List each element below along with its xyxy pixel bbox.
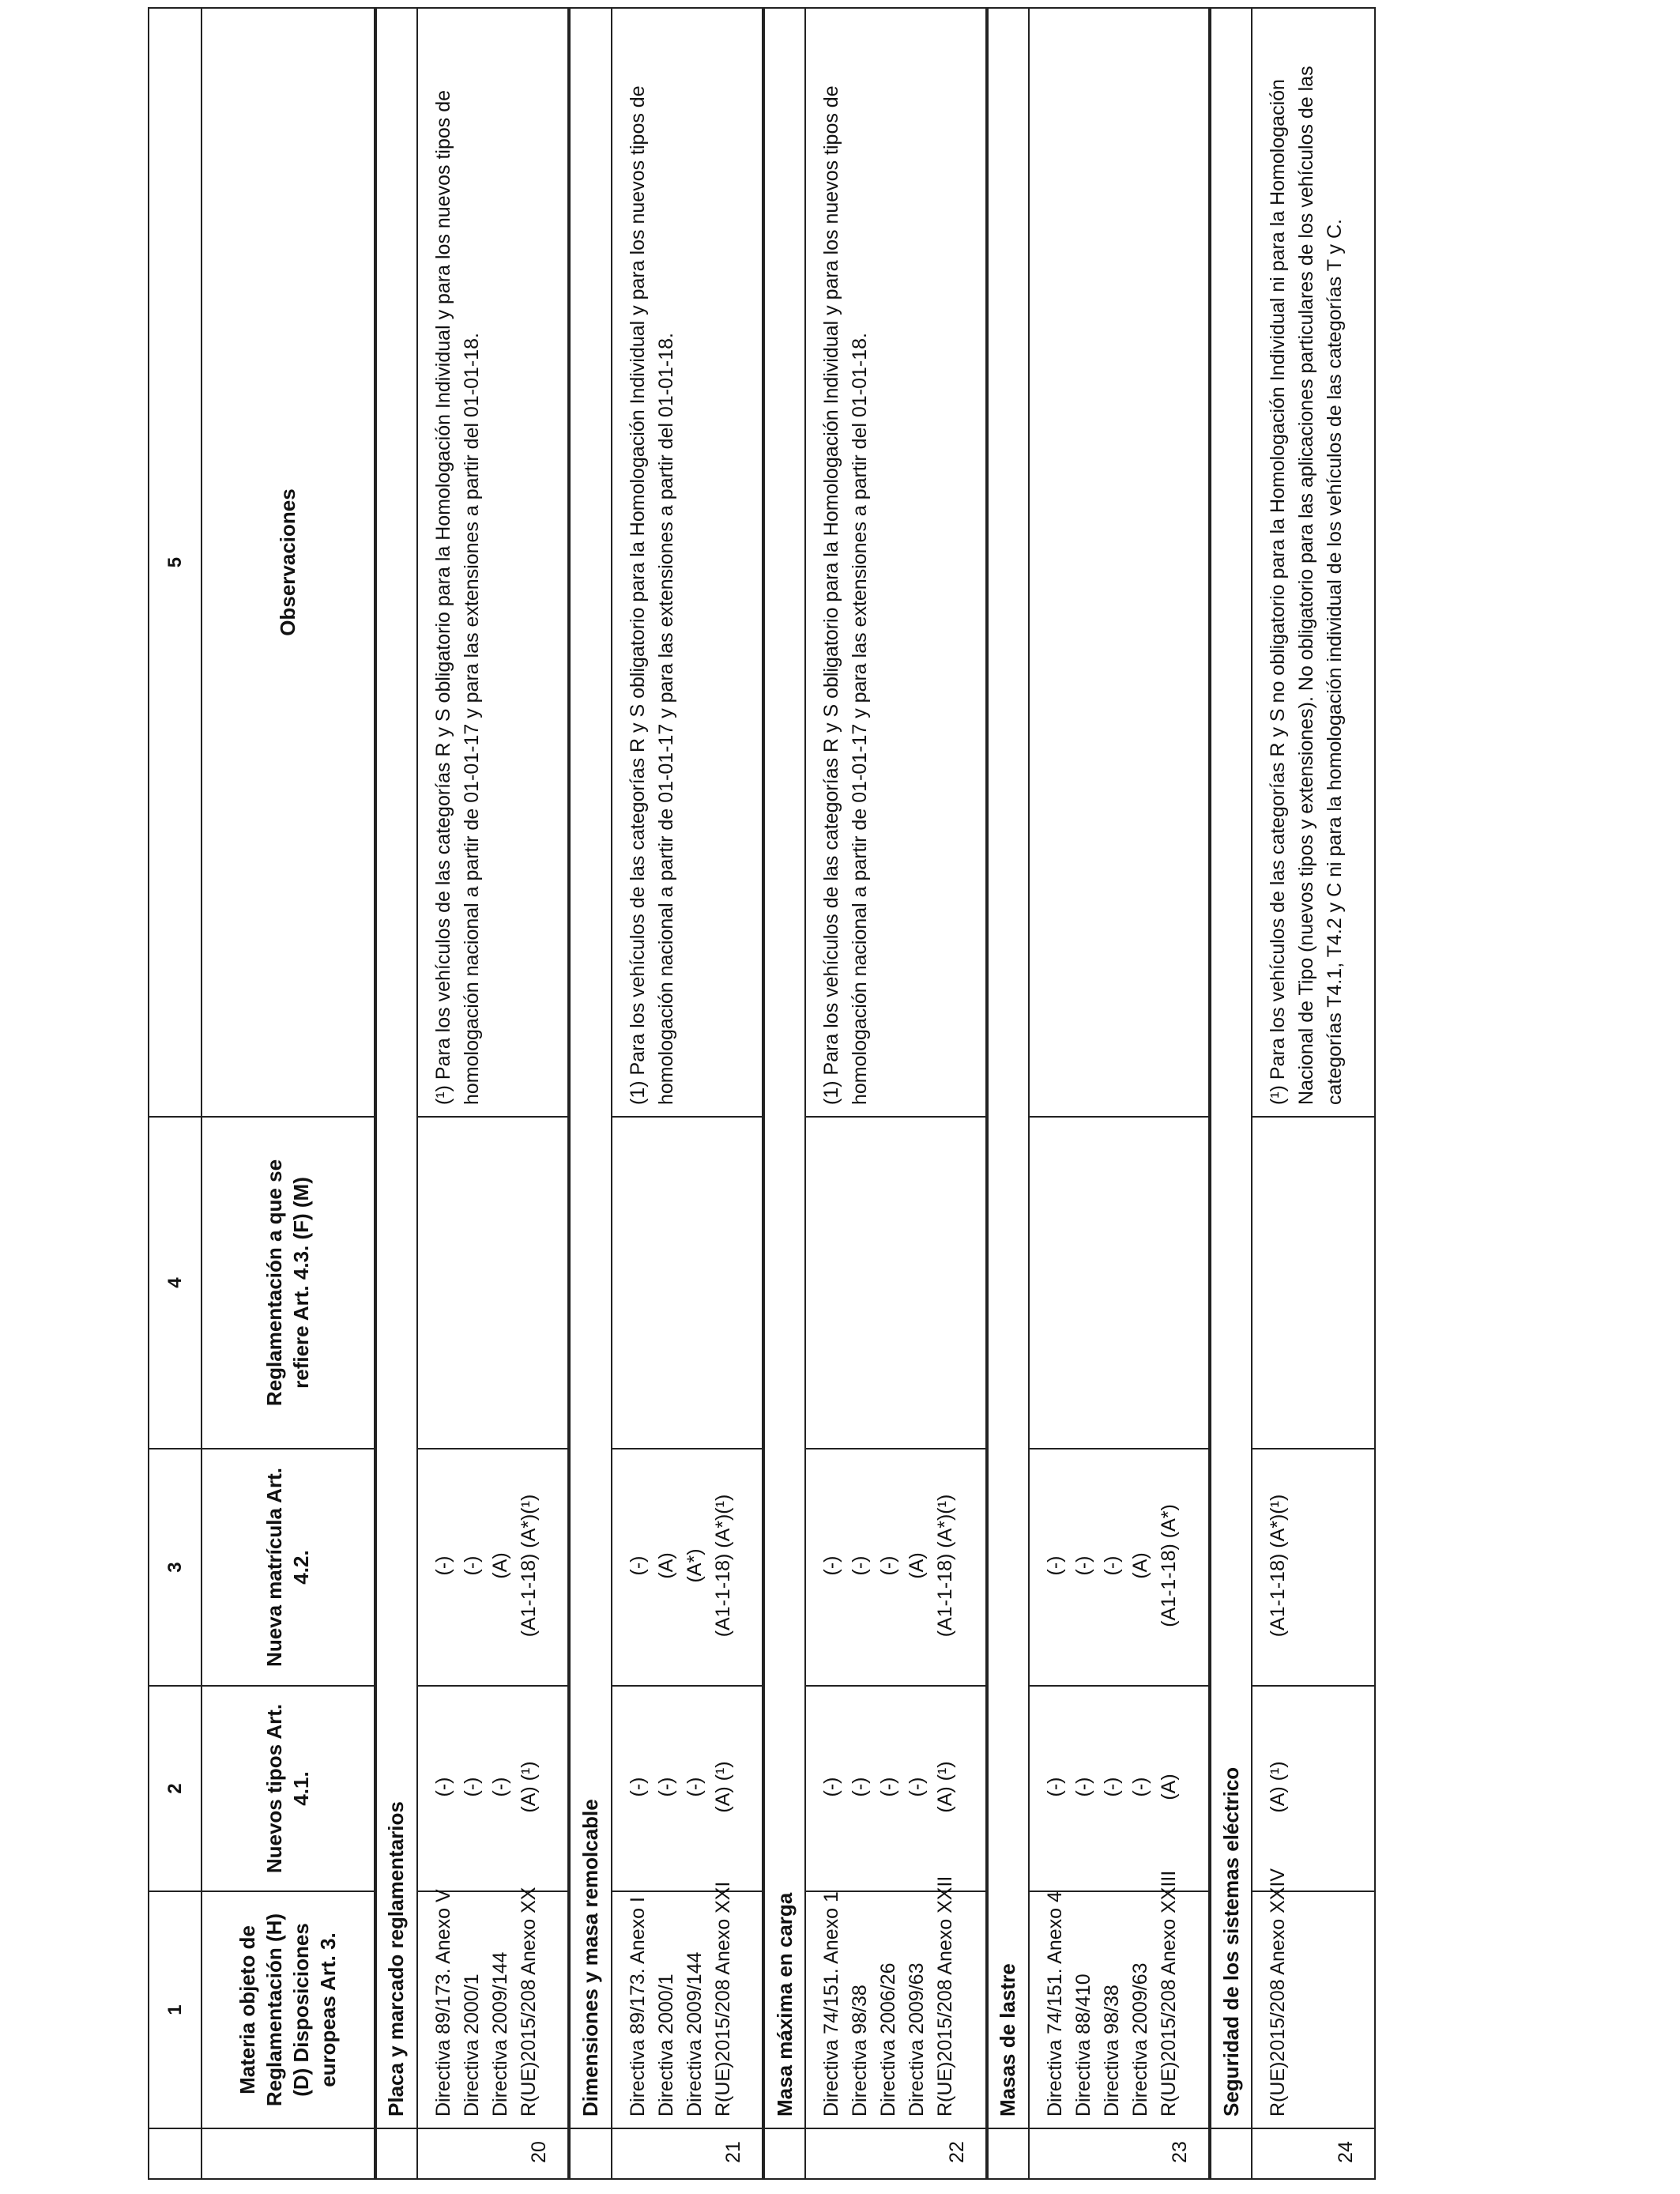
new-registration-cell-line: (A) [1128,1552,1151,1579]
header-reglamentacion: Reglamentación a que se refiere Art. 4.3. (F) (M) [202,1117,375,1449]
new-registration-cell-line: (-) [1043,1555,1066,1576]
section-title-row [1210,8,1252,2179]
regulation-table-sheet [148,9,1376,2180]
section-number-spacer [569,2128,611,2179]
directives-cell-line: Directiva 88/410 [1072,1973,1094,2117]
new-types-cell-line: (-) [460,1777,483,1797]
section-title: Masas de lastre [987,8,1029,2128]
new-types-cell-line: (-) [431,1777,454,1797]
directives-cell-line: Directiva 2009/144 [488,1951,511,2117]
directives-cell-line: Directiva 2009/63 [1128,1962,1151,2117]
new-registration-cell-line: (-) [1100,1555,1123,1576]
header-materia: Materia objeto de Reglamentación (H) (D) Disposiciones europeas Art. 3. [202,1891,375,2128]
regulation-table [148,7,1376,2180]
directives-cell-line: Directiva 98/38 [849,1985,872,2117]
section-title-row [987,8,1029,2179]
row-number: 22 [805,2128,986,2179]
new-types-cell-line: (-) [1072,1777,1094,1797]
new-registration-cell-line: (-) [460,1555,483,1576]
new-registration-cell-line: (-) [877,1555,900,1576]
column-number-row [149,8,202,2179]
directives-cell [805,1875,986,2128]
new-registration-cell-line: (-) [849,1555,872,1576]
new-registration-cell [612,1449,764,1686]
directives-cell-line: Directiva 2006/26 [877,1962,900,2117]
section-title: Masa máxima en carga [763,8,805,2128]
directives-cell-line: R(UE)2015/208 Anexo XXIII [1157,1870,1180,2117]
observations-cell [1029,8,1210,1117]
corner-cell [149,2128,202,2179]
regulation-ref-cell [417,1117,570,1449]
new-types-cell [417,1686,570,1891]
new-types-cell-line: (-) [877,1777,900,1797]
directives-cell-line: Directiva 2009/63 [906,1962,929,2117]
new-registration-cell-line: (A) [488,1552,511,1579]
directives-cell [1029,1870,1210,2128]
directives-cell-line: Directiva 98/38 [1100,1985,1123,2117]
section-title: Seguridad de los sistemas eléctrico [1210,8,1252,2128]
directives-cell [612,1881,764,2128]
directives-cell-line: R(UE)2015/208 Anexo XXII [934,1875,957,2117]
section-number-spacer [987,2128,1029,2179]
new-registration-cell-line: (A1-1-18) (A*)(¹) [517,1494,540,1638]
section-title: Placa y marcado reglamentarios [375,8,417,2128]
column-number-5: 5 [149,8,202,1117]
new-registration-cell [805,1449,986,1686]
row-number: 23 [1029,2128,1210,2179]
new-types-cell-line: (-) [626,1777,649,1797]
table-row [1252,8,1375,2179]
new-registration-cell-line: (-) [820,1555,843,1576]
row-number: 20 [417,2128,570,2179]
new-registration-cell-line: (A1-1-18) (A*)(¹) [711,1494,734,1638]
directives-cell-line: Directiva 74/151. Anexo 4 [1043,1891,1066,2117]
column-number-2: 2 [149,1686,202,1891]
new-registration-cell-line: (A1-1-18) (A*)(¹) [1267,1494,1290,1638]
new-types-cell-line: (-) [488,1777,511,1797]
new-registration-cell-line: (-) [431,1555,454,1576]
new-types-cell-line: (-) [1100,1777,1123,1797]
regulation-ref-cell [612,1117,764,1449]
directives-cell [1252,1868,1375,2128]
new-types-cell-line: (A) (¹) [517,1761,540,1813]
header-nueva-matricula: Nueva matrícula Art. 4.2. [202,1449,375,1686]
table-row [417,8,570,2179]
section-number-spacer [375,2128,417,2179]
new-types-cell-line: (-) [654,1777,677,1797]
directives-cell-line: Directiva 2000/1 [654,1973,677,2117]
directives-cell-line: Directiva 89/173. Anexo V [431,1889,454,2117]
new-registration-cell-line: (-) [1072,1555,1094,1576]
section-title-row [763,8,805,2179]
new-registration-cell [1252,1449,1375,1686]
new-types-cell-line: (-) [683,1777,706,1797]
row-number: 21 [612,2128,764,2179]
table-row [805,8,986,2179]
new-types-cell-line: (-) [849,1777,872,1797]
new-types-cell-line: (A) [1157,1774,1180,1800]
directives-cell-line: Directiva 89/173. Anexo I [626,1897,649,2117]
observations-cell: (1) Para los vehículos de las categorías R y S obligatorio para la Homologación Individual y para los nuevos tipos de homologación nacional a partir de 01-01-17 y para las extensiones a partir del 01-01-18. [805,8,986,1117]
observations-cell: (1) Para los vehículos de las categorías R y S obligatorio para la Homologación Individual y para los nuevos tipos de homologación nacional a partir de 01-01-17 y para las extensiones a partir del 01-01-18. [612,8,764,1117]
column-number-3: 3 [149,1449,202,1686]
header-observaciones: Observaciones [202,8,375,1117]
new-types-cell-line: (A) (¹) [1267,1761,1290,1813]
section-number-spacer [763,2128,805,2179]
new-types-cell-line: (A) (¹) [711,1761,734,1813]
regulation-ref-cell [805,1117,986,1449]
directives-cell-line: Directiva 74/151. Anexo 1 [820,1891,843,2117]
header-corner-cell [202,2128,375,2179]
new-registration-cell-line: (A1-1-18) (A*) [1157,1504,1180,1627]
new-types-cell [612,1686,764,1891]
table-row [1029,8,1210,2179]
section-title-row [375,8,417,2179]
new-registration-cell [1029,1449,1210,1686]
directives-cell [417,1887,570,2128]
new-types-cell-line: (A) (¹) [934,1761,957,1813]
section-title: Dimensiones y masa remolcable [569,8,611,2128]
new-registration-cell-line: (A) [906,1552,929,1579]
new-types-cell [805,1686,986,1891]
regulation-ref-cell [1252,1117,1375,1449]
table-row [612,8,764,2179]
new-registration-cell [417,1449,570,1686]
section-number-spacer [1210,2128,1252,2179]
new-types-cell [1029,1686,1210,1891]
new-types-cell-line: (-) [1128,1777,1151,1797]
new-registration-cell-line: (A*) [683,1548,706,1583]
directives-cell-line: R(UE)2015/208 Anexo XXI [711,1881,734,2117]
header-row [202,8,375,2179]
directives-cell-line: R(UE)2015/208 Anexo XXIV [1267,1868,1290,2117]
new-types-cell-line: (-) [906,1777,929,1797]
new-registration-cell-line: (A1-1-18) (A*)(¹) [934,1494,957,1638]
new-types-cell-line: (-) [820,1777,843,1797]
section-title-row [569,8,611,2179]
column-number-1: 1 [149,1891,202,2128]
row-number: 24 [1252,2128,1375,2179]
column-number-4: 4 [149,1117,202,1449]
new-types-cell [1252,1686,1375,1891]
new-registration-cell-line: (-) [626,1555,649,1576]
new-registration-cell-line: (A) [654,1552,677,1579]
header-nuevos-tipos: Nuevos tipos Art. 4.1. [202,1686,375,1891]
new-types-cell-line: (-) [1043,1777,1066,1797]
directives-cell-line: Directiva 2009/144 [683,1951,706,2117]
directives-cell-line: R(UE)2015/208 Anexo XX [517,1887,540,2117]
observations-cell: (¹) Para los vehículos de las categorías R y S obligatorio para la Homologación Individual y para los nuevos tipos de homologación nacional a partir de 01-01-17 y para las extensiones a partir del 01-01-18. [417,8,570,1117]
directives-cell-line: Directiva 2000/1 [460,1973,483,2117]
observations-cell: (¹) Para los vehículos de las categorías R y S no obligatorio para la Homologación Individual ni para la Homologación Nacional de Tipo (nuevos tipos y extensiones). No obligatorio para las aplicaciones particulares de los vehículos de las categorías T4.1, T4.2 y C ni para la homologación individual de los vehículos de las categorías T y C. [1252,8,1375,1117]
regulation-ref-cell [1029,1117,1210,1449]
